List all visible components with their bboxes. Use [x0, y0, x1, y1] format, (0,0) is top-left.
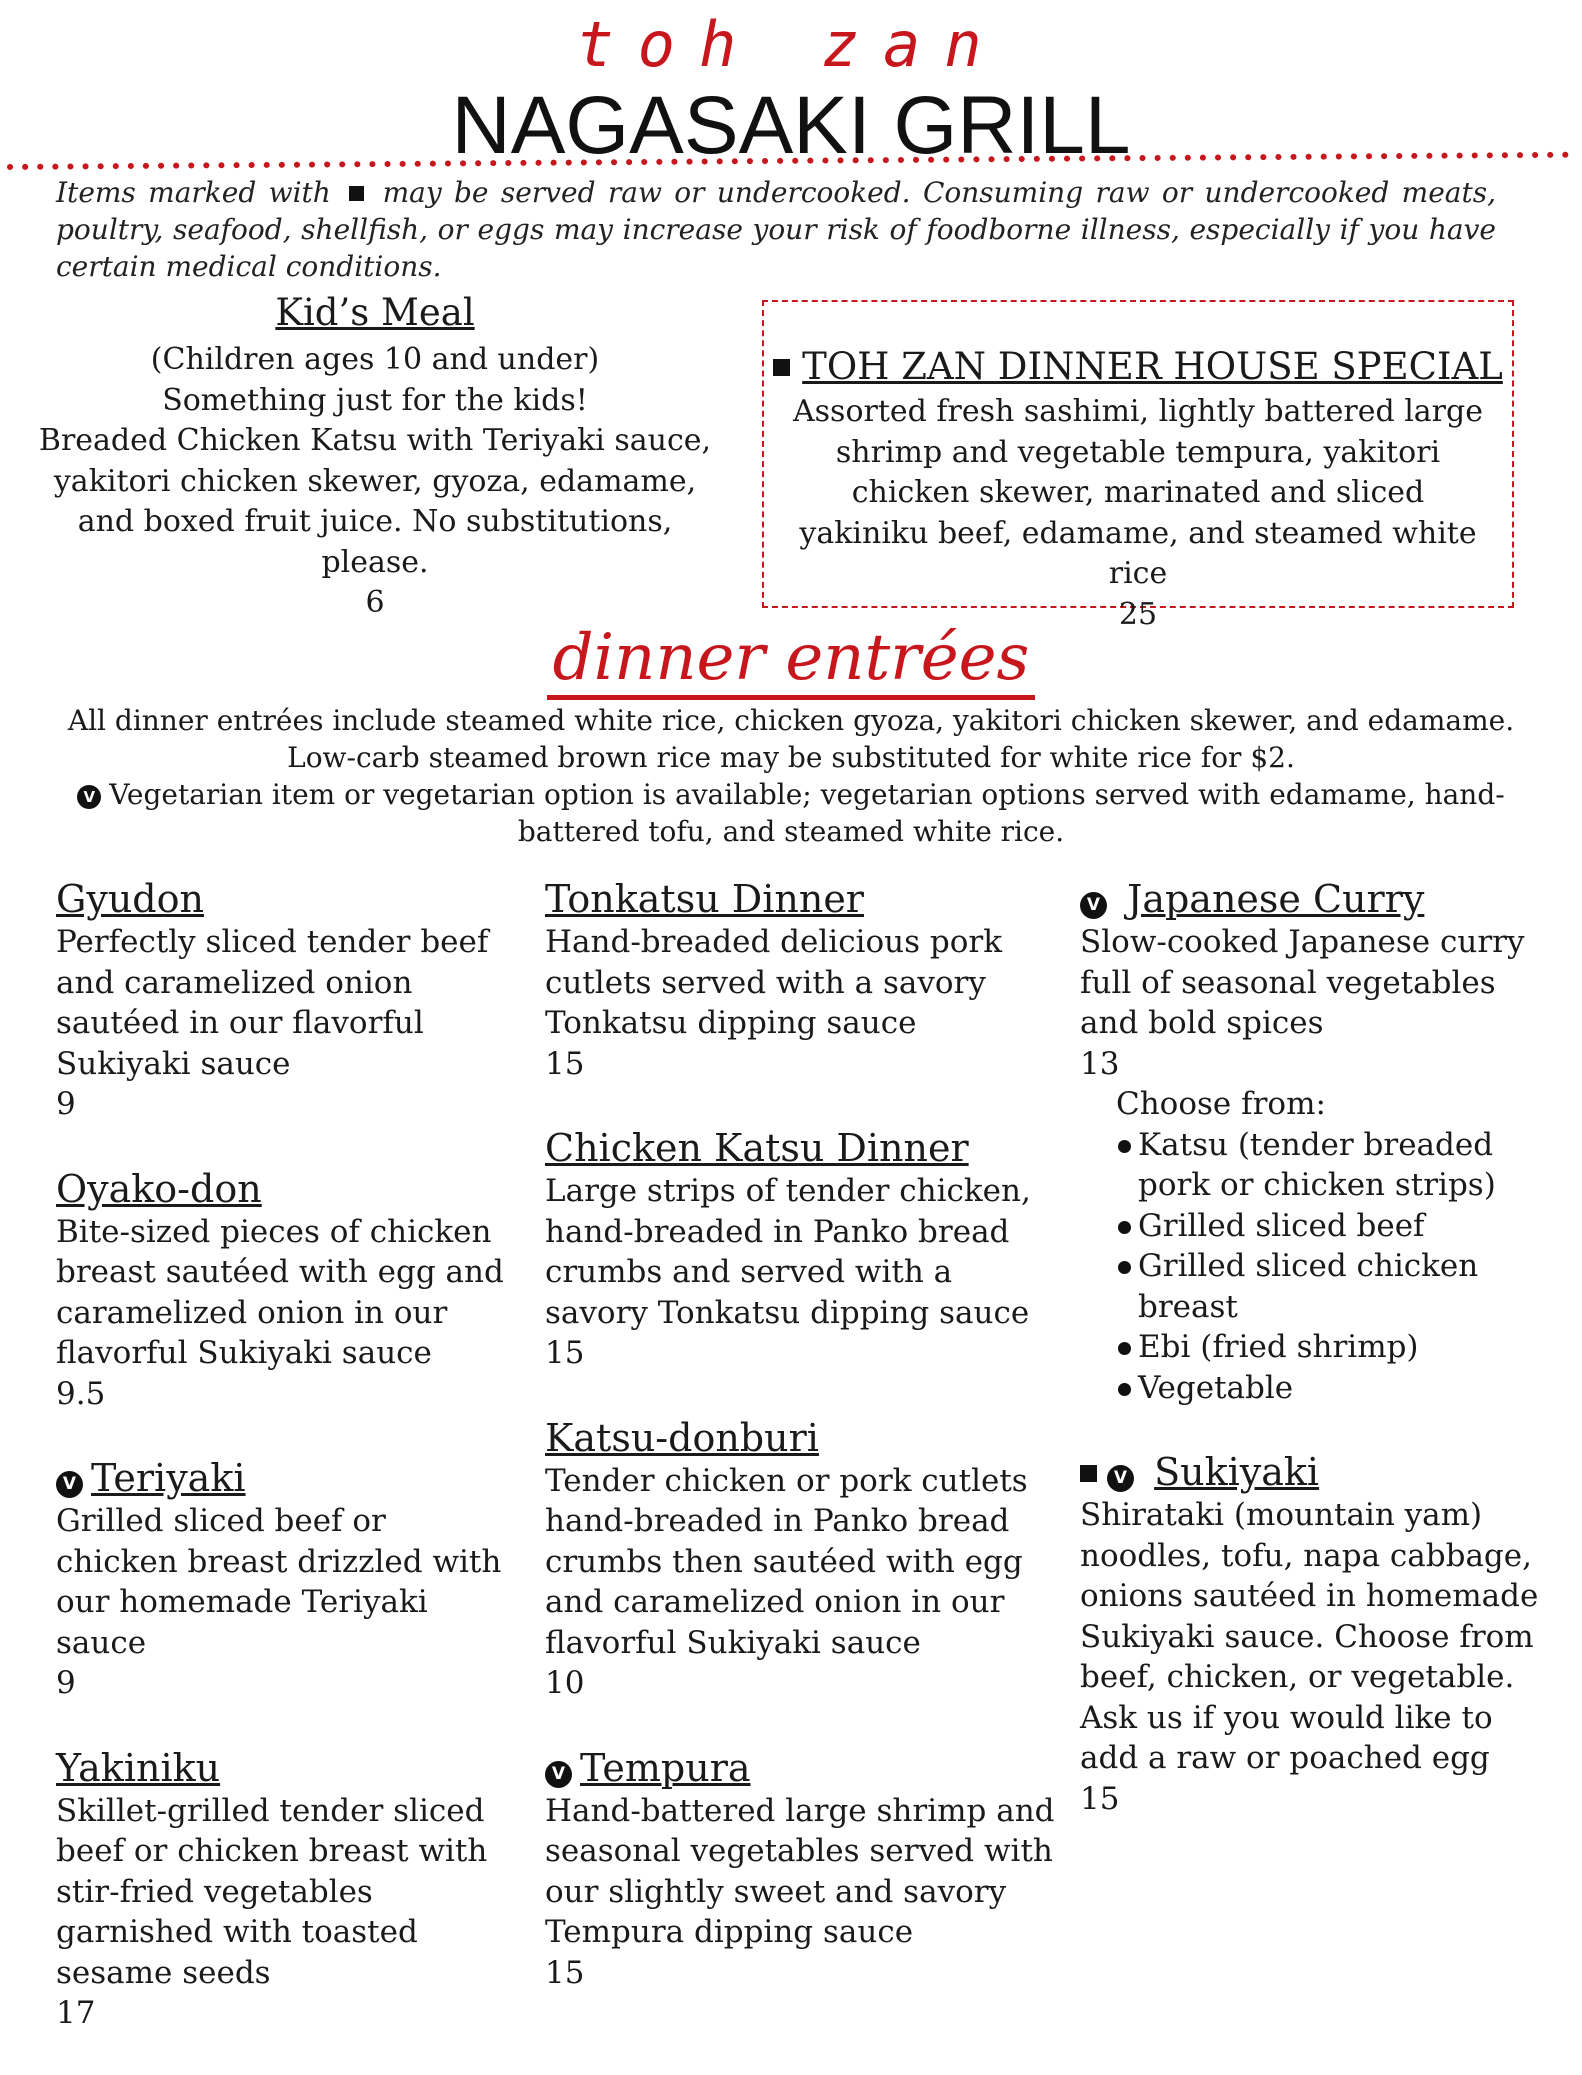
item-name	[56, 1455, 516, 1501]
vegetarian-icon: V	[1080, 892, 1107, 919]
menu-item-chicken-katsu	[545, 1125, 1055, 1374]
kids-meal-section	[30, 290, 720, 624]
item-name	[545, 876, 1055, 922]
item-description: Large strips of tender chicken, hand-breaded in Panko bread crumbs and served with a savory Tonkatsu dipping sauce	[545, 1173, 1031, 1331]
item-description: Hand-breaded delicious pork cutlets served with a savory Tonkatsu dipping sauce	[545, 924, 1002, 1041]
menu-item-japanese-curry	[1080, 876, 1560, 1408]
vegetarian-icon: V	[56, 1471, 83, 1498]
item-name	[1080, 876, 1560, 922]
item-description: Shirataki (mountain yam) noodles, tofu, napa cabbage, onions sautéed in homemade Sukiyaki sauce. Choose from beef, chicken, or vegetable. Ask us if you would like to add a raw or poached egg	[1080, 1497, 1539, 1776]
kids-meal-price: 6	[365, 585, 385, 620]
item-price: 9	[56, 1665, 76, 1701]
advisory-text-start: Items marked with	[56, 176, 331, 209]
item-description: Grilled sliced beef or chicken breast drizzled with our homemade Teriyaki sauce	[56, 1503, 502, 1661]
raw-square-icon	[1080, 1465, 1097, 1482]
intro-brown-rice: Low-carb steamed brown rice may be substituted for white rice for $2.	[287, 741, 1295, 774]
house-special-box	[762, 300, 1514, 632]
intro-includes: All dinner entrées include steamed white rice, chicken gyoza, yakitori chicken skewer, and edamame.	[67, 704, 1515, 737]
item-price: 10	[545, 1665, 585, 1701]
item-price: 15	[1080, 1780, 1120, 1817]
raw-food-advisory	[56, 174, 1496, 285]
menu-item-gyudon	[56, 876, 516, 1125]
item-description: Hand-battered large shrimp and seasonal vegetables served with our slightly sweet and savory Tempura dipping sauce	[545, 1792, 1055, 1950]
item-name-text: Sukiyaki	[1154, 1450, 1320, 1494]
kids-meal-description: Breaded Chicken Katsu with Teriyaki sauce, yakitori chicken skewer, gyoza, edamame, and boxed fruit juice. No substitutions, please.	[38, 423, 712, 580]
list-item: Grilled sliced chicken breast	[1116, 1246, 1560, 1327]
item-name	[545, 1415, 1055, 1461]
list-item: Vegetable	[1116, 1368, 1560, 1409]
entrees-intro	[60, 702, 1522, 850]
item-name-text: Gyudon	[56, 877, 204, 921]
item-description: Tender chicken or pork cutlets hand-breaded in Panko bread crumbs then sautéed with egg and caramelized onion in our flavorful Sukiyaki sauce	[545, 1462, 1028, 1661]
item-price: 9.5	[56, 1375, 106, 1412]
item-price: 15	[545, 1954, 585, 1991]
menu-item-tempura	[545, 1745, 1055, 1994]
vegetarian-icon: V	[77, 785, 101, 809]
kids-meal-tagline: Something just for the kids!	[162, 382, 588, 418]
item-price: 15	[545, 1335, 585, 1371]
item-name	[545, 1745, 1055, 1791]
list-item: Ebi (fried shrimp)	[1116, 1327, 1560, 1368]
item-name	[56, 1745, 516, 1791]
item-price: 15	[545, 1045, 585, 1082]
menu-item-teriyaki	[56, 1455, 516, 1704]
item-name-text: Teriyaki	[91, 1456, 246, 1500]
menu-item-katsu-donburi	[545, 1415, 1055, 1704]
item-description: Slow-cooked Japanese curry full of seasonal vegetables and bold spices	[1080, 924, 1525, 1041]
house-special-heading	[764, 344, 1512, 390]
item-name-text: Tempura	[580, 1745, 751, 1790]
kids-meal-age: (Children ages 10 and under)	[150, 342, 600, 377]
menu-item-sukiyaki	[1080, 1449, 1560, 1819]
brand-logo: toh zan	[576, 8, 1006, 81]
list-item: Katsu (tender breaded pork or chicken strips)	[1116, 1125, 1560, 1206]
entrees-column-3	[1080, 876, 1560, 1860]
vegetarian-icon: V	[545, 1761, 572, 1788]
list-item: Grilled sliced beef	[1116, 1206, 1560, 1247]
intro-vegetarian-text: Vegetarian item or vegetarian option is available; vegetarian options served with edamame, hand-battered tofu, and steamed white rice.	[109, 778, 1505, 848]
section-title-text: dinner entrées	[547, 621, 1036, 700]
raw-square-icon	[773, 359, 790, 376]
intro-vegetarian	[60, 776, 1522, 850]
kids-meal-title: Kid’s Meal	[275, 291, 475, 334]
menu-item-oyako-don	[56, 1166, 516, 1415]
item-name	[56, 876, 516, 922]
curry-options-list	[1080, 1125, 1560, 1409]
item-description: Skillet-grilled tender sliced beef or chicken breast with stir-fried vegetables garnished with toasted sesame seeds	[56, 1792, 488, 1991]
item-price: 13	[1080, 1045, 1120, 1082]
item-description: Perfectly sliced tender beef and caramelized onion sautéed in our flavorful Sukiyaki sauce	[56, 924, 489, 1082]
item-name	[56, 1166, 516, 1212]
vegetarian-icon: V	[1107, 1465, 1134, 1492]
house-special-description: Assorted fresh sashimi, lightly battered large shrimp and vegetable tempura, yakitori chicken skewer, marinated and sliced yakiniku beef, edamame, and steamed white rice	[793, 394, 1483, 591]
item-name-text: Yakiniku	[56, 1745, 221, 1790]
section-title	[0, 618, 1582, 698]
item-name	[1080, 1449, 1560, 1495]
item-price: 9	[56, 1086, 76, 1122]
item-name-text: Chicken Katsu Dinner	[545, 1126, 969, 1170]
item-name-text: Tonkatsu Dinner	[545, 877, 864, 921]
raw-square-icon	[349, 186, 364, 201]
item-price: 17	[56, 1995, 96, 2031]
menu-item-tonkatsu	[545, 876, 1055, 1084]
item-name-text: Oyako-don	[56, 1166, 262, 1211]
item-name-text: Katsu-donburi	[545, 1415, 819, 1460]
house-special-title: TOH ZAN DINNER HOUSE SPECIAL	[802, 345, 1503, 388]
entrees-column-1	[56, 876, 516, 2075]
house-special-price: 25	[1118, 596, 1158, 632]
item-name-text: Japanese Curry	[1127, 877, 1425, 921]
entrees-column-2	[545, 876, 1055, 2034]
choose-from-label: Choose from:	[1116, 1086, 1326, 1122]
item-description: Bite-sized pieces of chicken breast sautéed with egg and caramelized onion in our flavorful Sukiyaki sauce	[56, 1213, 504, 1371]
item-name	[545, 1125, 1055, 1171]
restaurant-title: NAGASAKI GRILL	[451, 80, 1131, 171]
advisory-text-end: may be served raw or undercooked. Consuming raw or undercooked meats, poultry, seafood, shellfish, or eggs may increase your risk of foodborne illness, especially if you have certain medical conditions.	[56, 176, 1497, 283]
menu-item-yakiniku	[56, 1745, 516, 2034]
